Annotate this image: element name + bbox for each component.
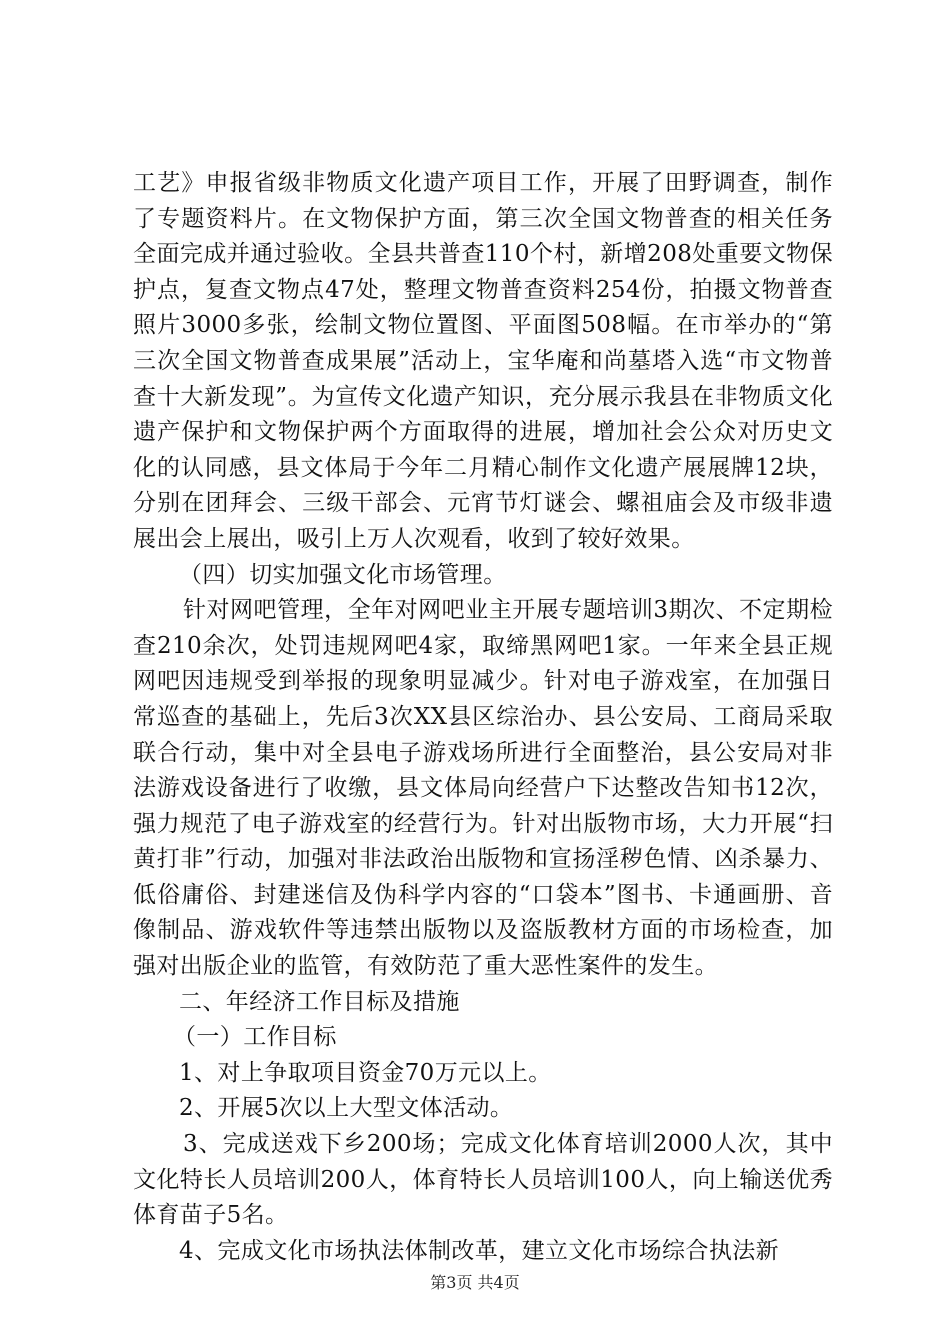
heading-market-management: （四）切实加强文化市场管理。 [179,561,507,588]
paragraph-market-management: 针对网吧管理，全年对网吧业主开展专题培训3期次、不定期检查210余次，处罚违规网吧4家，取缔黑网吧1家。一年来全县正规网吧因违规受到举报的现象明显减少。针对电子游戏室，在加强日常巡查的基础上，先后3次XX县区综治办、县公安局、工商局采取联合行动，集中对全县电子游戏场所进行全面整治，县公安局对非法游戏设备进行了收缴，县文体局向经营户下达整改告知书12次，强力规范了电子游戏室的经营行为。针对出版物市场，大力开展“扫黄打非”行动，加强对非法政治出版物和宣扬淫秽色情、凶杀暴力、低俗庸俗、封建迷信及伪科学内容的“口袋本”图书、卡通画册、音像制品、游戏软件等违禁出版物以及盗版教材方面的市场检查，加强对出版企业的监管，有效防范了重大恶性案件的发生。 [133,597,833,980]
list-item-goal-1: 1、对上争取项目资金70万元以上。 [179,1059,552,1086]
heading-economic-goals: 二、年经济工作目标及措施 [179,988,460,1015]
heading-work-goals: （一）工作目标 [173,1024,337,1051]
list-item-goal-2: 2、开展5次以上大型文体活动。 [179,1095,514,1122]
page-number-footer: 第3页 共4页 [430,1273,520,1292]
list-item-goal-4: 4、完成文化市场执法体制改革，建立文化市场综合执法新 [179,1237,780,1264]
document-body [133,166,833,1269]
paragraph-heritage-protection: 工艺》申报省级非物质文化遗产项目工作，开展了田野调查，制作了专题资料片。在文物保护方面，第三次全国文物普查的相关任务全面完成并通过验收。全县共普查110个村，新增208处重要文物保护点，复查文物点47处，整理文物普查资料254份，拍摄文物普查照片3000多张，绘制文物位置图、平面图508幅。在市举办的“第三次全国文物普查成果展”活动上，宝华庵和尚墓塔入选“市文物普查十大新发现”。为宣传文化遗产知识，充分展示我县在非物质文化遗产保护和文物保护两个方面取得的进展，增加社会公众对历史文化的认同感，县文体局于今年二月精心制作文化遗产展展牌12块，分别在团拜会、三级干部会、元宵节灯谜会、螺祖庙会及市级非遗展出会上展出，吸引上万人次观看，收到了较好效果。 [133,170,833,552]
list-item-goal-3: 3、完成送戏下乡200场；完成文化体育培训2000人次，其中文化特长人员培训200人，体育特长人员培训100人，向上输送优秀体育苗子5名。 [133,1131,833,1229]
